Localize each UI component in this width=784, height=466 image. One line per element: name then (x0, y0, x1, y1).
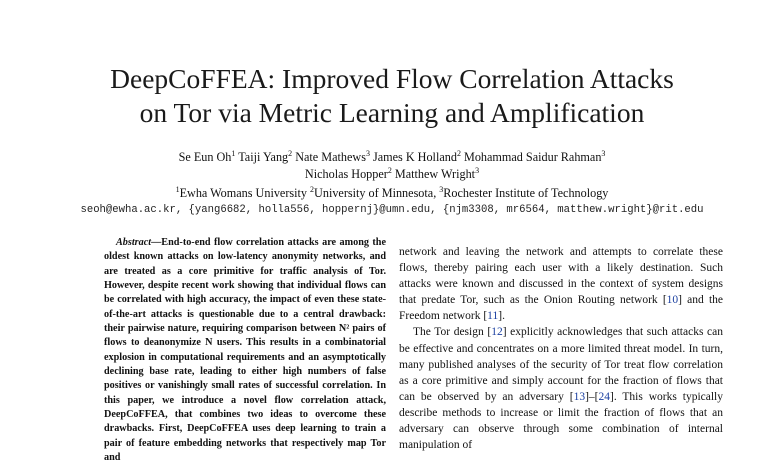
author-name: Nate Mathews (295, 150, 366, 164)
affiliation-mark: 3 (439, 184, 444, 194)
citation-link[interactable]: 24 (598, 390, 611, 403)
title-line-2: on Tor via Metric Learning and Amplification (139, 97, 645, 128)
affiliation-name: University of Minnesota, (314, 186, 437, 200)
author-name: James K Holland (372, 150, 457, 164)
author-name: Matthew Wright (394, 167, 476, 181)
author-affiliation-mark: 2 (288, 148, 293, 158)
author-b-1 (395, 167, 479, 181)
authors-line-2 (0, 166, 784, 183)
abstract-label: Abstract (116, 237, 152, 248)
author-affiliation-mark: 3 (601, 148, 606, 158)
title-line-1: DeepCoFFEA: Improved Flow Correlation Attacks (110, 63, 674, 94)
author-affiliation-mark: 2 (387, 165, 392, 175)
paper-title (0, 62, 784, 130)
author-list (0, 149, 784, 183)
affiliations (0, 185, 784, 201)
intro-paragraph-1: network and leaving the network and attempts to correlate these flows, thereby pairing each user with a likely destination. Such attacks were known and discussed in the context of system designs that predate Tor, such as the Onion Routing network [10] and the Freedom network [11]. (399, 246, 723, 323)
intro-right-column (399, 244, 723, 453)
authors-line-1 (0, 149, 784, 166)
abstract (104, 236, 386, 466)
author-name: Taiji Yang (238, 150, 289, 164)
author-affiliation-mark: 3 (365, 148, 370, 158)
intro-paragraph-2: The Tor design [12] explicitly acknowledges that such attacks can be effective and concentrates on a more limited threat model. In turn, many published analyses of the security of Tor treat flow correlation as a core primitive and simply account for the fraction of flows that can be observed by an adversary [13]–[24]. This works typically describe methods to increase or limit the fraction of flows that an adversary can observe through some combination of internal manipulation of (399, 326, 724, 452)
author-affiliation-mark: 3 (475, 165, 480, 175)
author-4 (464, 150, 605, 164)
affiliation-mark: 2 (310, 184, 315, 194)
abstract-text: —End-to-end flow correlation attacks are among the oldest known attacks on low-latency anonymity networks, and are treated as a core primitive for traffic analysis of Tor. However, despite recent work showing that individual flows can be correlated with high accuracy, the impact of even these state-of-the-art attacks is questionable due to a central drawback: their pairwise nature, requiring comparison between N² pairs of flows to deanonymize N users. This results in a combinatorial explosion in computational requirements and an asymptotically declining base rate, leading to either high numbers of false positives or vanishingly small rates of successful correlation. In this paper, we introduce a novel flow correlation attack, DeepCoFFEA, that combines two ideas to overcome these drawbacks. First, DeepCoFFEA uses deep learning to train a pair of feature embedding networks that respectively map Tor and (104, 237, 386, 464)
author-b-0 (305, 167, 392, 181)
affiliation-name: Rochester Institute of Technology (443, 186, 609, 200)
author-affiliation-mark: 1 (231, 148, 236, 158)
affiliation-mark: 1 (175, 184, 180, 194)
citation-link[interactable]: 13 (573, 390, 586, 403)
citation-link[interactable]: 10 (666, 294, 679, 307)
affiliation-name: Ewha Womans University (179, 186, 307, 200)
author-name: Nicholas Hopper (304, 167, 388, 181)
author-0 (179, 150, 236, 164)
citation-link[interactable]: 12 (491, 326, 503, 339)
author-affiliation-mark: 2 (456, 148, 461, 158)
citation-link[interactable]: 11 (487, 310, 499, 323)
author-2 (295, 150, 370, 164)
author-emails: seoh@ewha.ac.kr, {yang6682, holla556, hoppernj}@umn.edu, {njm3308, mr6564, matthew.wright}@rit.edu (80, 204, 704, 216)
author-1 (238, 150, 292, 164)
author-name: Se Eun Oh (178, 150, 232, 164)
author-name: Mohammad Saidur Rahman (463, 150, 602, 164)
author-3 (373, 150, 461, 164)
